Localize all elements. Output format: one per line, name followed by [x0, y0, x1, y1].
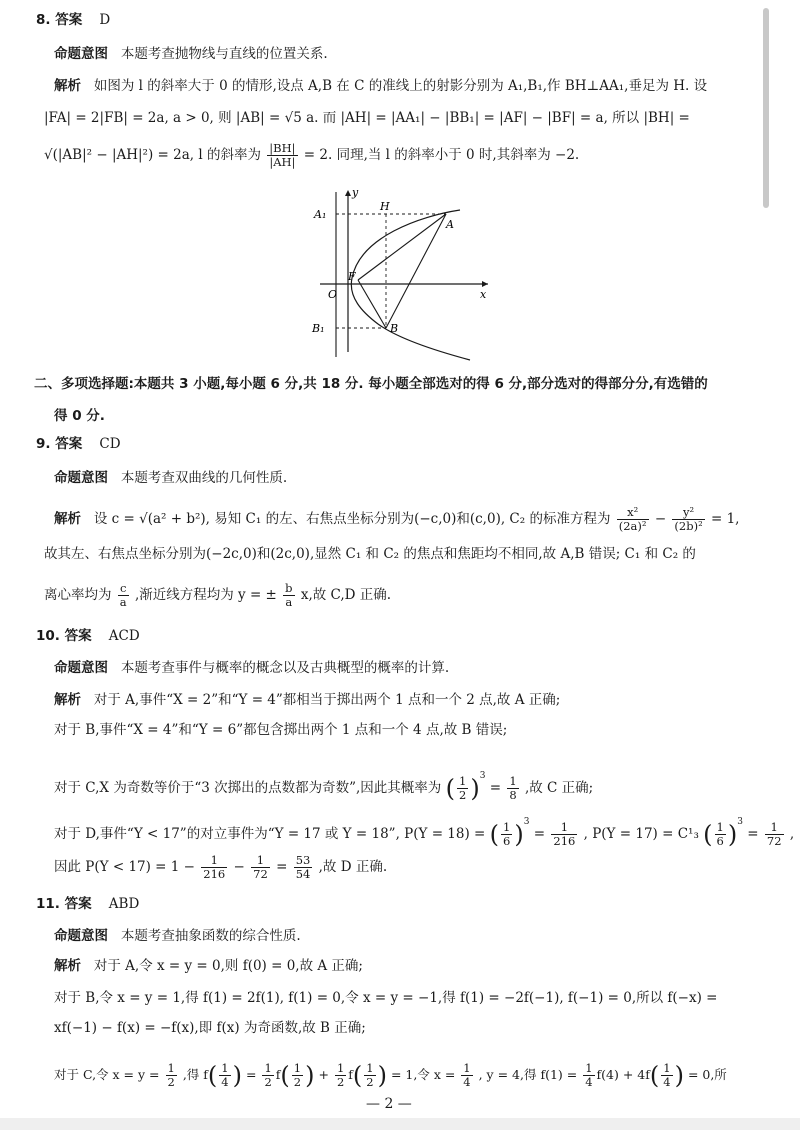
q9-head: 9. 答案: [36, 436, 83, 452]
q8-text-3b: = 2. 同理,当 l 的斜率小于 0 时,其斜率为 −2.: [303, 147, 580, 163]
q11-text-4j: = 0,所: [687, 1067, 727, 1082]
q9-frac-e-den: a: [119, 595, 127, 609]
q9-frac-slope-den: a: [285, 595, 293, 609]
q9-intent-label: 命题意图: [54, 470, 108, 486]
q10-frac-half-num: 1: [458, 774, 467, 788]
q9-analysis-label: 解析: [54, 511, 81, 527]
q10-analysis-line1: [54, 690, 560, 710]
q10-eq-5: =: [276, 859, 288, 875]
q8-head: 8. 答案: [36, 12, 83, 28]
q10-intent-line: [54, 658, 449, 678]
q8-slope-den: |AH|: [269, 155, 296, 169]
q11-text-1: 对于 A,令 x = y = 0,则 f(0) = 0,故 A 正确;: [93, 958, 363, 974]
q11-text-4d: f: [275, 1067, 281, 1082]
q11-frac-8-num: 1: [585, 1061, 593, 1075]
q11-intent: 本题考查抽象函数的综合性质.: [120, 928, 301, 944]
section2-line1: 二、多项选择题:本题共 3 小题,每小题 6 分,共 18 分. 每小题全部选对的得 6 分,部分选对的得部分分,有选错的: [34, 376, 708, 392]
q10-line5: [54, 854, 387, 881]
q11-text-4e: +: [318, 1067, 329, 1082]
q11-frac-9: [661, 1062, 672, 1089]
q11-frac-2: [219, 1062, 230, 1089]
q9-frac-y: [672, 506, 704, 533]
q10-pow-b: 3: [737, 817, 743, 827]
q11-frac-9-num: 1: [663, 1061, 671, 1075]
q11-frac-3: [262, 1062, 273, 1089]
q11-frac-5-num: 1: [336, 1061, 345, 1075]
q11-intent-line: [54, 926, 301, 946]
q10-text-4c: ,: [789, 826, 795, 842]
q11-frac-9-den: 4: [663, 1075, 671, 1089]
fig-label-o: O: [328, 288, 338, 301]
q10-frac-5-3-num: 53: [295, 853, 311, 867]
fig-label-b: B: [390, 322, 399, 335]
q10-text-1: 对于 A,事件“X = 2”和“Y = 4”都相当于掷出两个 1 点和一个 2 点,故 A 正确;: [93, 692, 561, 708]
q9-intent-line: [54, 468, 287, 488]
q11-frac-5-den: 2: [336, 1075, 345, 1089]
q9-frac-x-num: x²: [617, 506, 649, 520]
q9-frac-x: [617, 506, 649, 533]
q11-intent-label: 命题意图: [54, 928, 108, 944]
q9-text-3c: x,故 C,D 正确.: [300, 587, 392, 603]
q11-frac-4-den: 2: [293, 1075, 302, 1089]
q11-frac-4-num: 1: [293, 1061, 302, 1075]
q8-text-2: |FA| = 2|FB| = 2a, a > 0, 则 |AB| = √5 a. 而 |AH| = |AA₁| − |BB₁| = |AF| − |BF| = a, 所以 |BH| =: [44, 110, 690, 126]
q11-text-4i: f(4) + 4f: [596, 1067, 650, 1082]
q11-frac-6: [364, 1062, 375, 1089]
q10-intent-label: 命题意图: [54, 660, 108, 676]
q11-frac-8-den: 4: [585, 1075, 593, 1089]
q10-head: 10. 答案: [36, 628, 92, 644]
q8-text-1: 如图为 l 的斜率大于 0 的情形,设点 A,B 在 C 的准线上的射影分别为 A₁,B₁,作 BH⊥AA₁,垂足为 H. 设: [93, 78, 708, 94]
q10-frac-72: [765, 821, 784, 848]
q8-answer: D: [99, 12, 111, 28]
fig-label-h: H: [380, 200, 390, 213]
q10-text-4b: , P(Y = 17) = C¹₃: [583, 826, 699, 842]
q9-text-1b: = 1,: [710, 511, 740, 527]
q10-frac-216: [551, 821, 577, 848]
q11-frac-1-num: 1: [167, 1061, 175, 1075]
q11-line4: 对于 C,令 x = y = $\frac{1}{2}$ ,得 f( $\frac{1}{4}$ ) = $\frac{1}{2}$ f( $\frac{1}{2}$ ) + $\frac{1}{2}$ f( $\frac{1}{2}$ ) = 1,令 x = $\frac{1}{4}$ , y = 4,得 f(1) = $\frac{1}{4}$ f(4) + 4f( $\frac{1}{4}$ ) = 0,所: [54, 1061, 727, 1090]
q11-frac-1-den: 2: [167, 1075, 175, 1089]
page-number: — 2 —: [366, 1096, 412, 1112]
q10-eq-b: =: [747, 826, 759, 842]
q10-frac-216-den: 216: [553, 834, 576, 848]
q9-frac-x-den: (2a)²: [618, 519, 647, 533]
q10-frac-5-2: [251, 854, 270, 881]
q11-frac-2-den: 4: [221, 1075, 229, 1089]
q10-line3: 对于 C,X 为奇数等价于“3 次掷出的点数都为奇数”,因此其概率为 ( $\frac{1}{2}$ )$^3$ = $\frac{1}{8}$ ,故 C 正确;: [54, 771, 594, 803]
q11-text-4c: =: [245, 1067, 257, 1082]
q10-answer: ACD: [108, 628, 140, 644]
q11-frac-7-num: 1: [463, 1061, 471, 1075]
q8-intent-label: 命题意图: [54, 46, 108, 62]
q11-text-4a: 对于 C,令 x = y =: [54, 1067, 160, 1082]
q9-text-3a: 离心率均为: [44, 587, 112, 603]
q10-frac-5-1-den: 216: [203, 867, 226, 881]
scrollbar[interactable]: [763, 8, 769, 208]
q10-text-4a: 对于 D,事件“Y < 17”的对立事件为“Y = 17 或 Y = 18”, P(Y = 18) =: [54, 826, 486, 842]
q10-frac-216-num: 1: [551, 821, 577, 835]
fig-label-a: A: [446, 218, 454, 231]
q10-frac-sixth-a-num: 1: [503, 820, 511, 834]
q11-frac-6-num: 1: [366, 1061, 374, 1075]
q11-frac-3-den: 2: [264, 1075, 272, 1089]
q10-frac-half-den: 2: [458, 788, 467, 802]
q9-text-2: 故其左、右焦点坐标分别为(−2c,0)和(2c,0),显然 C₁ 和 C₂ 的焦点和焦距均不相同,故 A,B 错误; C₁ 和 C₂ 的: [44, 546, 696, 562]
q10-frac-sixth-a-den: 6: [503, 834, 511, 848]
q8-intent: 本题考查抛物线与直线的位置关系.: [120, 46, 328, 62]
q10-frac-eighth-den: 8: [509, 788, 517, 802]
q10-frac-sixth-b-den: 6: [716, 834, 724, 848]
q11-frac-2-num: 1: [221, 1061, 229, 1075]
fig-label-x: x: [480, 288, 487, 301]
q8-intent-line: [54, 44, 328, 64]
q10-text-2: 对于 B,事件“X = 4”和“Y = 6”都包含掷出两个 1 点和一个 4 点,故 B 错误;: [54, 722, 508, 738]
q10-text-5b: ,故 D 正确.: [318, 859, 388, 875]
q9-frac-slope: [283, 582, 294, 609]
q9-line3: [44, 582, 391, 609]
q9-intent: 本题考查双曲线的几何性质.: [120, 470, 288, 486]
q10-eq-a: =: [533, 826, 546, 842]
q9-frac-y-num: y²: [672, 506, 704, 520]
q8-text-3a: √(|AB|² − |AH|²) = 2a, l 的斜率为: [44, 147, 261, 163]
q9-text-1a: 设 c = √(a² + b²), 易知 C₁ 的左、右焦点坐标分别为(−c,0)和(c,0), C₂ 的标准方程为: [93, 511, 611, 527]
q10-frac-sixth-b: [715, 821, 726, 848]
q10-frac-5-1-num: 1: [201, 854, 227, 868]
q9-frac-e: [118, 582, 129, 609]
q11-head: 11. 答案: [36, 896, 92, 912]
q9-answer: CD: [99, 436, 121, 452]
fig-label-y: y: [352, 186, 359, 199]
q10-frac-5-2-den: 72: [253, 867, 268, 881]
q11-frac-3-num: 1: [264, 1061, 272, 1075]
q8-line3: [44, 142, 579, 169]
parabola-figure: [300, 182, 500, 362]
q11-frac-5: [335, 1062, 346, 1089]
q10-frac-5-1: [201, 854, 227, 881]
bottom-bar: [0, 1118, 800, 1130]
fig-label-a1: A₁: [314, 208, 327, 221]
q10-pow: 3: [479, 771, 486, 781]
q8-slope-num: |BH|: [269, 141, 296, 155]
q10-minus-5: −: [233, 859, 245, 875]
q10-header: [36, 626, 140, 646]
q10-frac-5-3-den: 54: [295, 867, 311, 881]
q10-intent: 本题考查事件与概率的概念以及古典概型的概率的计算.: [120, 660, 450, 676]
q11-frac-6-den: 2: [366, 1075, 374, 1089]
q10-frac-72-num: 1: [765, 821, 784, 835]
q11-text-3: xf(−1) − f(x) = −f(x),即 f(x) 为奇函数,故 B 正确;: [54, 1020, 366, 1036]
q10-analysis-label: 解析: [54, 692, 81, 708]
q10-frac-72-den: 72: [766, 834, 782, 848]
q9-analysis-line1: [54, 506, 739, 533]
q11-frac-8: [583, 1062, 594, 1089]
q11-analysis-label: 解析: [54, 958, 81, 974]
section2-line2: 得 0 分.: [54, 408, 105, 424]
q10-pow-a: 3: [523, 817, 530, 827]
q9-frac-e-num: c: [118, 582, 129, 596]
q8-slope-fraction: [267, 142, 297, 169]
q10-text-5a: 因此 P(Y < 17) = 1 −: [54, 859, 195, 875]
q10-frac-eighth-num: 1: [509, 774, 517, 788]
q11-text-2: 对于 B,令 x = y = 1,得 f(1) = 2f(1), f(1) = 0,令 x = y = −1,得 f(1) = −2f(−1), f(−1) = 0,所以 f(−x) =: [54, 990, 718, 1006]
fig-label-f: F: [348, 270, 356, 283]
q11-frac-7-den: 4: [463, 1075, 471, 1089]
q10-frac-sixth-b-num: 1: [716, 820, 724, 834]
q11-text-4g: = 1,令 x =: [390, 1067, 456, 1082]
q10-eq: =: [489, 780, 502, 796]
q8-analysis-line1: [54, 76, 707, 96]
q8-analysis-label: 解析: [54, 78, 81, 94]
q9-text-3b: ,渐近线方程均为 y = ±: [134, 587, 277, 603]
q10-frac-eighth: [507, 775, 518, 802]
fig-label-b1: B₁: [312, 322, 325, 335]
q9-header: [36, 434, 121, 454]
q10-line4: 对于 D,事件“Y < 17”的对立事件为“Y = 17 或 Y = 18”, P(Y = 18) = ( $\frac{1}{6}$ )$^3$ = $\frac{1}{216}$ , P(Y = 17) = C¹₃ ( $\frac{1}{6}$ )$^3$ = $\frac{1}{72}$ ,: [54, 817, 795, 849]
q9-minus: −: [654, 511, 667, 527]
q10-frac-half: [457, 775, 468, 802]
q11-header: [36, 894, 139, 914]
q10-text-3a: 对于 C,X 为奇数等价于“3 次掷出的点数都为奇数”,因此其概率为: [54, 780, 442, 796]
q9-frac-y-den: (2b)²: [674, 519, 703, 533]
q10-frac-sixth-a: [501, 821, 512, 848]
q10-text-3b: ,故 C 正确;: [524, 780, 594, 796]
q11-text-4b: ,得 f: [182, 1067, 208, 1082]
q11-frac-7: [461, 1062, 472, 1089]
q9-frac-slope-num: b: [285, 581, 293, 595]
q11-text-4f: f: [348, 1067, 353, 1082]
q8-header: [36, 10, 110, 30]
q11-answer: ABD: [108, 896, 140, 912]
q10-frac-5-3: [294, 854, 313, 881]
q11-frac-1: [166, 1062, 177, 1089]
q10-frac-5-2-num: 1: [251, 854, 270, 868]
q11-analysis-line1: [54, 956, 363, 976]
q11-text-4h: , y = 4,得 f(1) =: [478, 1067, 578, 1082]
q11-frac-4: [292, 1062, 303, 1089]
